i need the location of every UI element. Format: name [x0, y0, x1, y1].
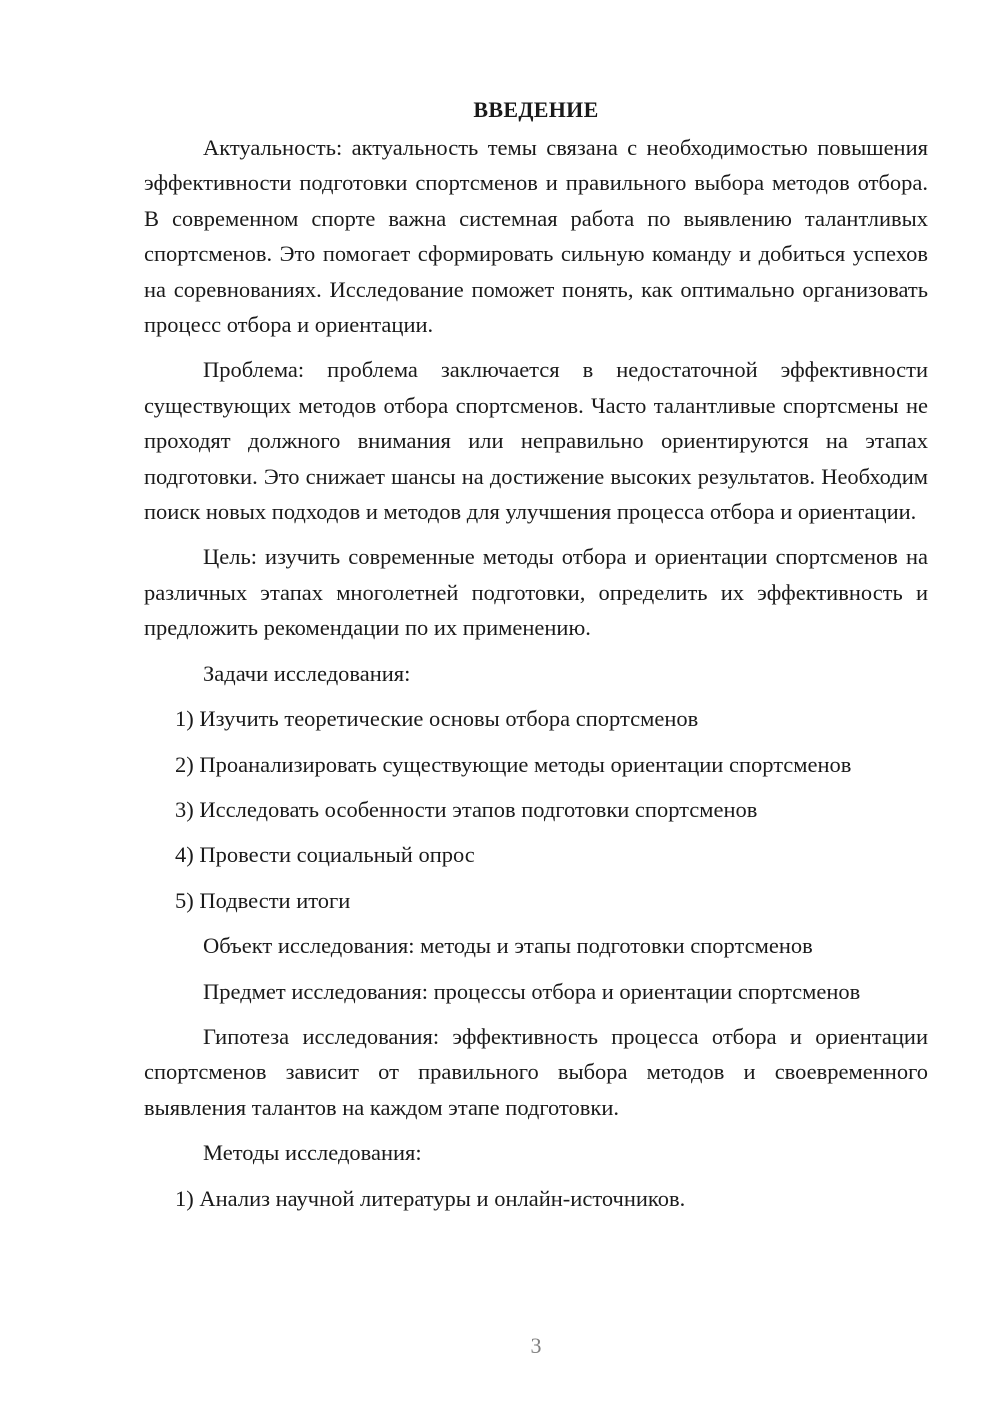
task-item: 5) Подвести итоги — [175, 887, 351, 913]
relevance-paragraph: Актуальность: актуальность темы связана с необходимостью повышения эффективности подготовки спортсменов и правильного выбора методов отбора. В современном спорте важна системная работа по выявлению талантливых спортсменов. Это помогает сформировать сильную команду и добиться успехов на соревнованиях. Исследование поможет понять, как оптимально организовать процесс отбора и ориентации. — [144, 135, 928, 338]
task-item: 3) Исследовать особенности этапов подготовки спортсменов — [175, 796, 758, 822]
page-number: 3 — [530, 1333, 542, 1358]
task-item: 1) Изучить теоретические основы отбора спортсменов — [175, 706, 699, 732]
task-item: 2) Проанализировать существующие методы ориентации спортсменов — [175, 751, 852, 777]
task-item: 4) Провести социальный опрос — [175, 842, 475, 868]
subject-paragraph: Предмет исследования: процессы отбора и ориентации спортсменов — [203, 978, 861, 1004]
goal-paragraph: Цель: изучить современные методы отбора и ориентации спортсменов на различных этапах многолетней подготовки, определить их эффективность и предложить рекомендации по их применению. — [144, 544, 928, 641]
document-page — [144, 92, 928, 1226]
section-heading: ВВЕДЕНИЕ — [473, 97, 599, 122]
hypothesis-paragraph: Гипотеза исследования: эффективность процесса отбора и ориентации спортсменов зависит от правильного выбора методов и своевременного выявления талантов на каждом этапе подготовки. — [144, 1023, 928, 1120]
tasks-title: Задачи исследования: — [203, 660, 411, 686]
problem-paragraph: Проблема: проблема заключается в недостаточной эффективности существующих методов отбора спортсменов. Часто талантливые спортсмены не проходят должного внимания или неправильно ориентируются на этапах подготовки. Это снижает шансы на достижение высоких результатов. Необходим поиск новых подходов и методов для улучшения процесса отбора и ориентации. — [144, 357, 928, 525]
method-item: 1) Анализ научной литературы и онлайн-источников. — [175, 1185, 686, 1211]
methods-title: Методы исследования: — [203, 1140, 422, 1166]
object-paragraph: Объект исследования: методы и этапы подготовки спортсменов — [203, 933, 813, 959]
